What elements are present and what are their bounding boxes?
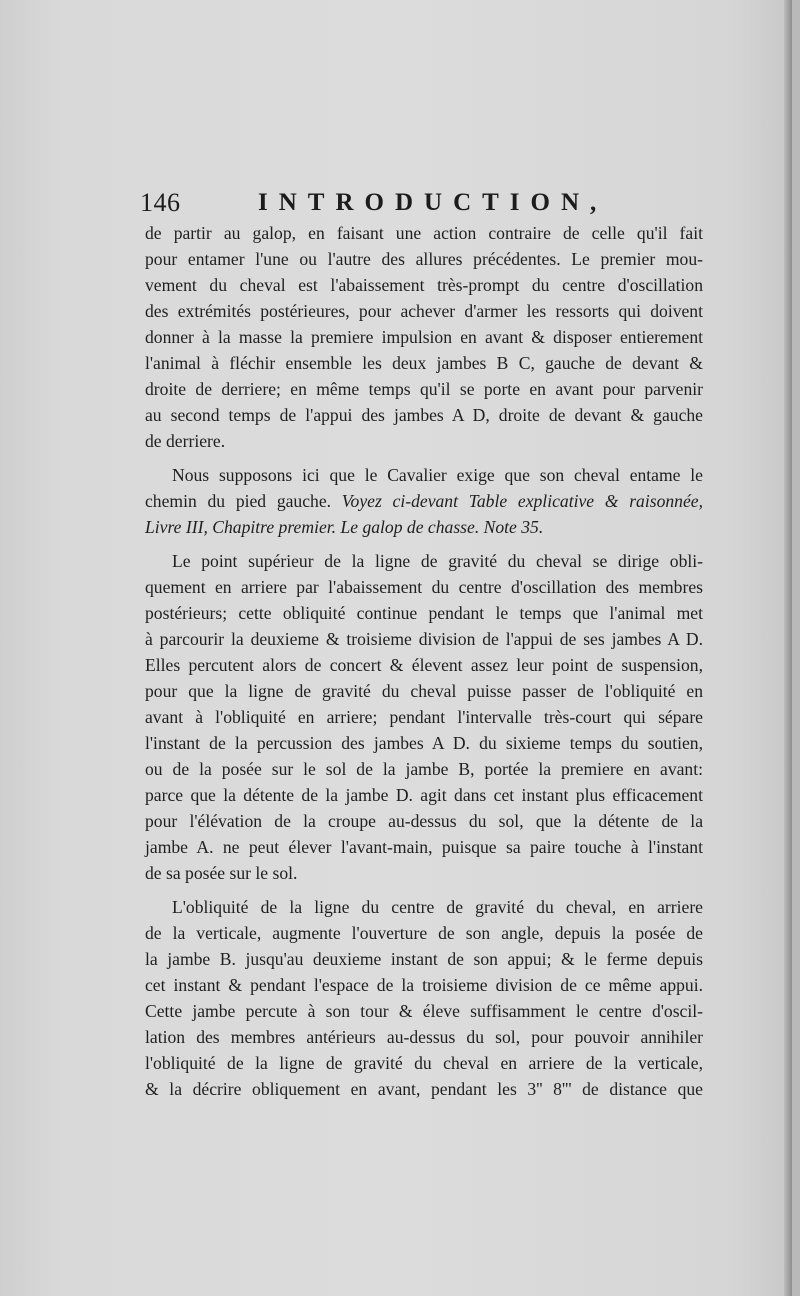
text-line: l'obliquité de la ligne de gravité du cheval en arriere de la verticale,	[145, 1053, 703, 1073]
text-line: pour entamer l'une ou l'autre des allures précédentes. Le premier mou-	[145, 249, 703, 269]
text-line: Nous supposons ici que le Cavalier exige que son cheval entame le	[172, 465, 703, 485]
text-line: Elles percutent alors de concert & élevent assez leur point de suspension,	[145, 655, 703, 675]
text-line: de partir au galop, en faisant une action contraire de celle qu'il fait	[145, 223, 703, 243]
text-line: & la décrire obliquement en avant, pendant les 3'' 8''' de distance que	[145, 1079, 703, 1099]
text-line: droite de derriere; en même temps qu'il se porte en avant pour parvenir	[145, 379, 703, 399]
text-roman: chemin du pied gauche.	[145, 491, 342, 511]
text-line: ou de la posée sur le sol de la jambe B, portée la premiere en avant:	[145, 759, 703, 779]
text-line: Le point supérieur de la ligne de gravité du cheval se dirige obli-	[172, 551, 703, 571]
text-line: de sa posée sur le sol.	[145, 863, 298, 883]
page-number: 146	[140, 188, 181, 217]
text-line: quement en arriere par l'abaissement du centre d'oscillation des membres	[145, 577, 703, 597]
text-line: lation des membres antérieurs au-dessus du sol, pour pouvoir annihiler	[145, 1027, 703, 1047]
text-line-mixed	[145, 488, 703, 514]
page-edge-shadow	[784, 0, 792, 1296]
body-text	[145, 220, 703, 1102]
text-line: de la verticale, augmente l'ouverture de son angle, depuis la posée de	[145, 923, 703, 943]
running-title: INTRODUCTION,	[258, 189, 608, 216]
paragraph-2	[145, 462, 703, 540]
text-italic-reference: Voyez ci-devant Table explicative & raisonnée,	[341, 491, 703, 511]
text-line: parce que la détente de la jambe D. agit dans cet instant plus efficacement	[145, 785, 703, 805]
text-line: de derriere.	[145, 431, 226, 451]
text-line: au second temps de l'appui des jambes A D, droite de devant & gauche	[145, 405, 703, 425]
text-line: postérieurs; cette obliquité continue pendant le temps que l'animal met	[145, 603, 703, 623]
text-italic-reference: Livre III, Chapitre premier. Le galop de chasse. Note 35.	[145, 517, 544, 537]
text-line: pour l'élévation de la croupe au-dessus du sol, que la détente de la	[145, 811, 703, 831]
paragraph-3	[145, 548, 703, 886]
text-line: pour que la ligne de gravité du cheval puisse passer de l'obliquité en	[145, 681, 703, 701]
paragraph-1	[145, 220, 703, 454]
text-line: donner à la masse la premiere impulsion en avant & disposer entierement	[145, 327, 703, 347]
text-line: jambe A. ne peut élever l'avant-main, puisque sa paire touche à l'instant	[145, 837, 703, 857]
text-line: l'instant de la percussion des jambes A D. du sixieme temps du soutien,	[145, 733, 703, 753]
text-line: L'obliquité de la ligne du centre de gravité du cheval, en arriere	[172, 897, 703, 917]
text-line: cet instant & pendant l'espace de la troisieme division de ce même appui.	[145, 975, 703, 995]
text-line: à parcourir la deuxieme & troisieme division de l'appui de ses jambes A D.	[145, 629, 703, 649]
text-line: la jambe B. jusqu'au deuxieme instant de son appui; & le ferme depuis	[145, 949, 703, 969]
running-header	[140, 186, 700, 220]
text-line: avant à l'obliquité en arriere; pendant l'intervalle très-court qui sépare	[145, 707, 703, 727]
text-line: vement du cheval est l'abaissement très-prompt du centre d'oscillation	[145, 275, 703, 295]
text-line: l'animal à fléchir ensemble les deux jambes B C, gauche de devant &	[145, 353, 703, 373]
text-line: Cette jambe percute à son tour & éleve suffisamment le centre d'oscil-	[145, 1001, 703, 1021]
paragraph-4	[145, 894, 703, 1102]
text-line: des extrémités postérieures, pour achever d'armer les ressorts qui doivent	[145, 301, 703, 321]
